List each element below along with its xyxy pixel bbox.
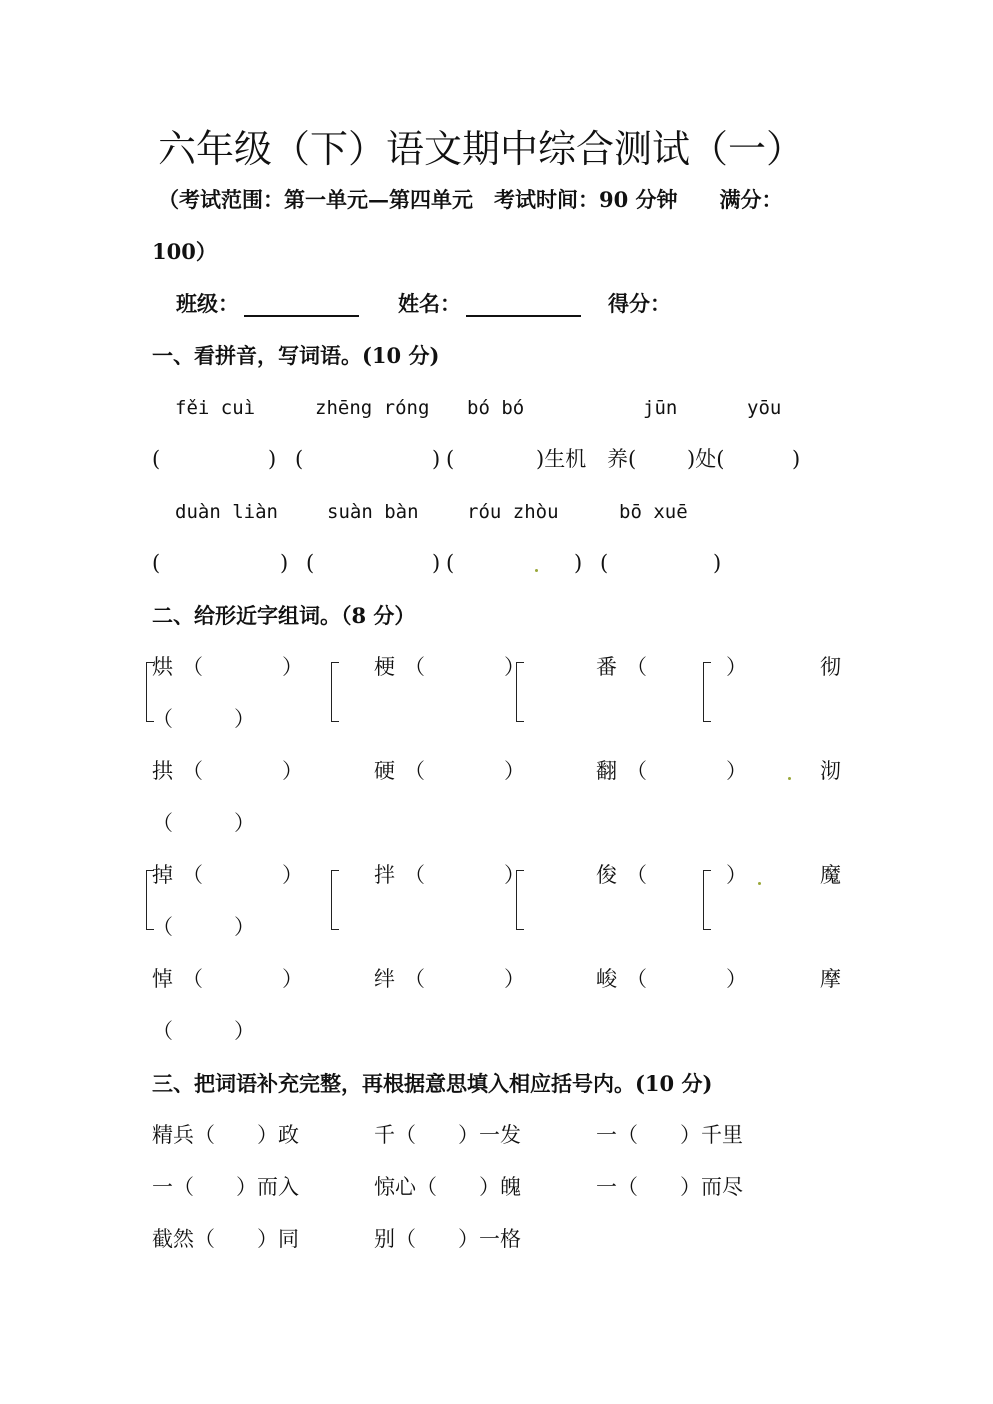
paren: ） [726,967,747,991]
section1-heading: 一、看拼音，写词语。(10 分) [152,343,440,368]
paren: （ [404,863,425,887]
blank-paren: ( [295,447,304,471]
paren: ） [504,759,525,783]
brace [703,662,704,722]
score-label: 得分： [608,291,671,316]
blank-with-text: 养( [607,447,637,471]
paren: （ [182,863,203,887]
idiom-item: 一（ ）而入 [152,1175,299,1199]
idiom-item: 惊心（ ）魄 [374,1175,521,1199]
char: 拌 [374,863,395,887]
blank-with-text: )生机 [536,447,587,471]
pinyin: suàn bàn [327,501,419,523]
class-label: 班级： [176,291,239,316]
paren: （ [182,967,203,991]
char: 拱 [152,759,173,783]
char: 悼 [152,967,173,991]
brace [146,870,147,930]
paren: ） [504,863,525,887]
char: 峻 [596,967,617,991]
paren: （ [152,811,173,835]
paren: ） [282,863,303,887]
idiom-item: 一（ ）而尽 [596,1175,743,1199]
paren: （ [152,707,173,731]
paren: （ [626,863,647,887]
paren: （ [152,915,173,939]
pinyin: bó bó [467,397,525,419]
pinyin: bō xuē [619,501,688,523]
paren: ） [726,863,747,887]
char: 绊 [374,967,395,991]
paren: ） [726,759,747,783]
pinyin: fěi cuì [175,397,256,419]
paren: （ [404,967,425,991]
name-field[interactable] [466,293,581,317]
blank-paren: ( [306,551,315,575]
paren: （ [182,655,203,679]
brace [516,870,517,930]
exam-info-line2: 100） [152,239,217,264]
char: 沏 [820,759,841,783]
blank-paren: ) [792,447,801,471]
char: 番 [596,655,617,679]
paren: ） [282,967,303,991]
idiom-item: 别（ ）一格 [374,1227,521,1251]
char: 彻 [820,655,841,679]
paren: ） [234,707,255,731]
section3-heading: 三、把词语补充完整，再根据意思填入相应括号内。(10 分) [152,1071,713,1096]
idiom-item: 千（ ）一发 [374,1123,521,1147]
paren: （ [626,655,647,679]
brace [703,870,704,930]
blank-paren: ) [268,447,277,471]
paren: ） [234,1019,255,1043]
blank-paren: ) [713,551,722,575]
paren: ） [726,655,747,679]
exam-info-line1: （考试范围：第一单元—第四单元 考试时间：90 分钟 满分： [158,187,783,212]
brace [516,662,517,722]
char: 硬 [374,759,395,783]
pinyin: duàn liàn [175,501,278,523]
paren: （ [152,1019,173,1043]
paren: （ [404,655,425,679]
idiom-item: 截然（ ）同 [152,1227,299,1251]
char: 烘 [152,655,173,679]
blank-paren: ( [600,551,609,575]
brace [146,662,147,722]
pinyin: jūn [643,397,678,419]
paren: ） [504,967,525,991]
char: 魔 [820,863,841,887]
paren: ） [504,655,525,679]
blank-paren: ) [432,447,441,471]
paren: ） [282,655,303,679]
paren: （ [626,759,647,783]
blank-paren: ( [446,551,455,575]
blank-paren: ( [446,447,455,471]
blank-paren: ( [152,447,161,471]
paren: ） [282,759,303,783]
idiom-item: 一（ ）千里 [596,1123,743,1147]
idiom-item: 精兵（ ）政 [152,1123,299,1147]
paren: （ [626,967,647,991]
char: 掉 [152,863,173,887]
blank-paren: ) [574,551,583,575]
section2-heading: 二、给形近字组词。（8 分） [152,603,416,628]
pinyin: zhēng róng [315,397,430,419]
brace [331,870,332,930]
blank-with-text: )处( [687,447,725,471]
char: 翻 [596,759,617,783]
blank-paren: ( [152,551,161,575]
char: 梗 [374,655,395,679]
paren: （ [404,759,425,783]
name-label: 姓名： [398,291,461,316]
brace [331,662,332,722]
char: 摩 [820,967,841,991]
pinyin: yōu [747,397,782,419]
paren: ） [234,811,255,835]
paren: ） [234,915,255,939]
blank-paren: ) [432,551,441,575]
pinyin: róu zhòu [467,501,559,523]
class-field[interactable] [244,293,359,317]
char: 俊 [596,863,617,887]
paren: （ [182,759,203,783]
blank-paren: ) [280,551,289,575]
page-title: 六年级（下）语文期中综合测试（一） [158,127,805,171]
